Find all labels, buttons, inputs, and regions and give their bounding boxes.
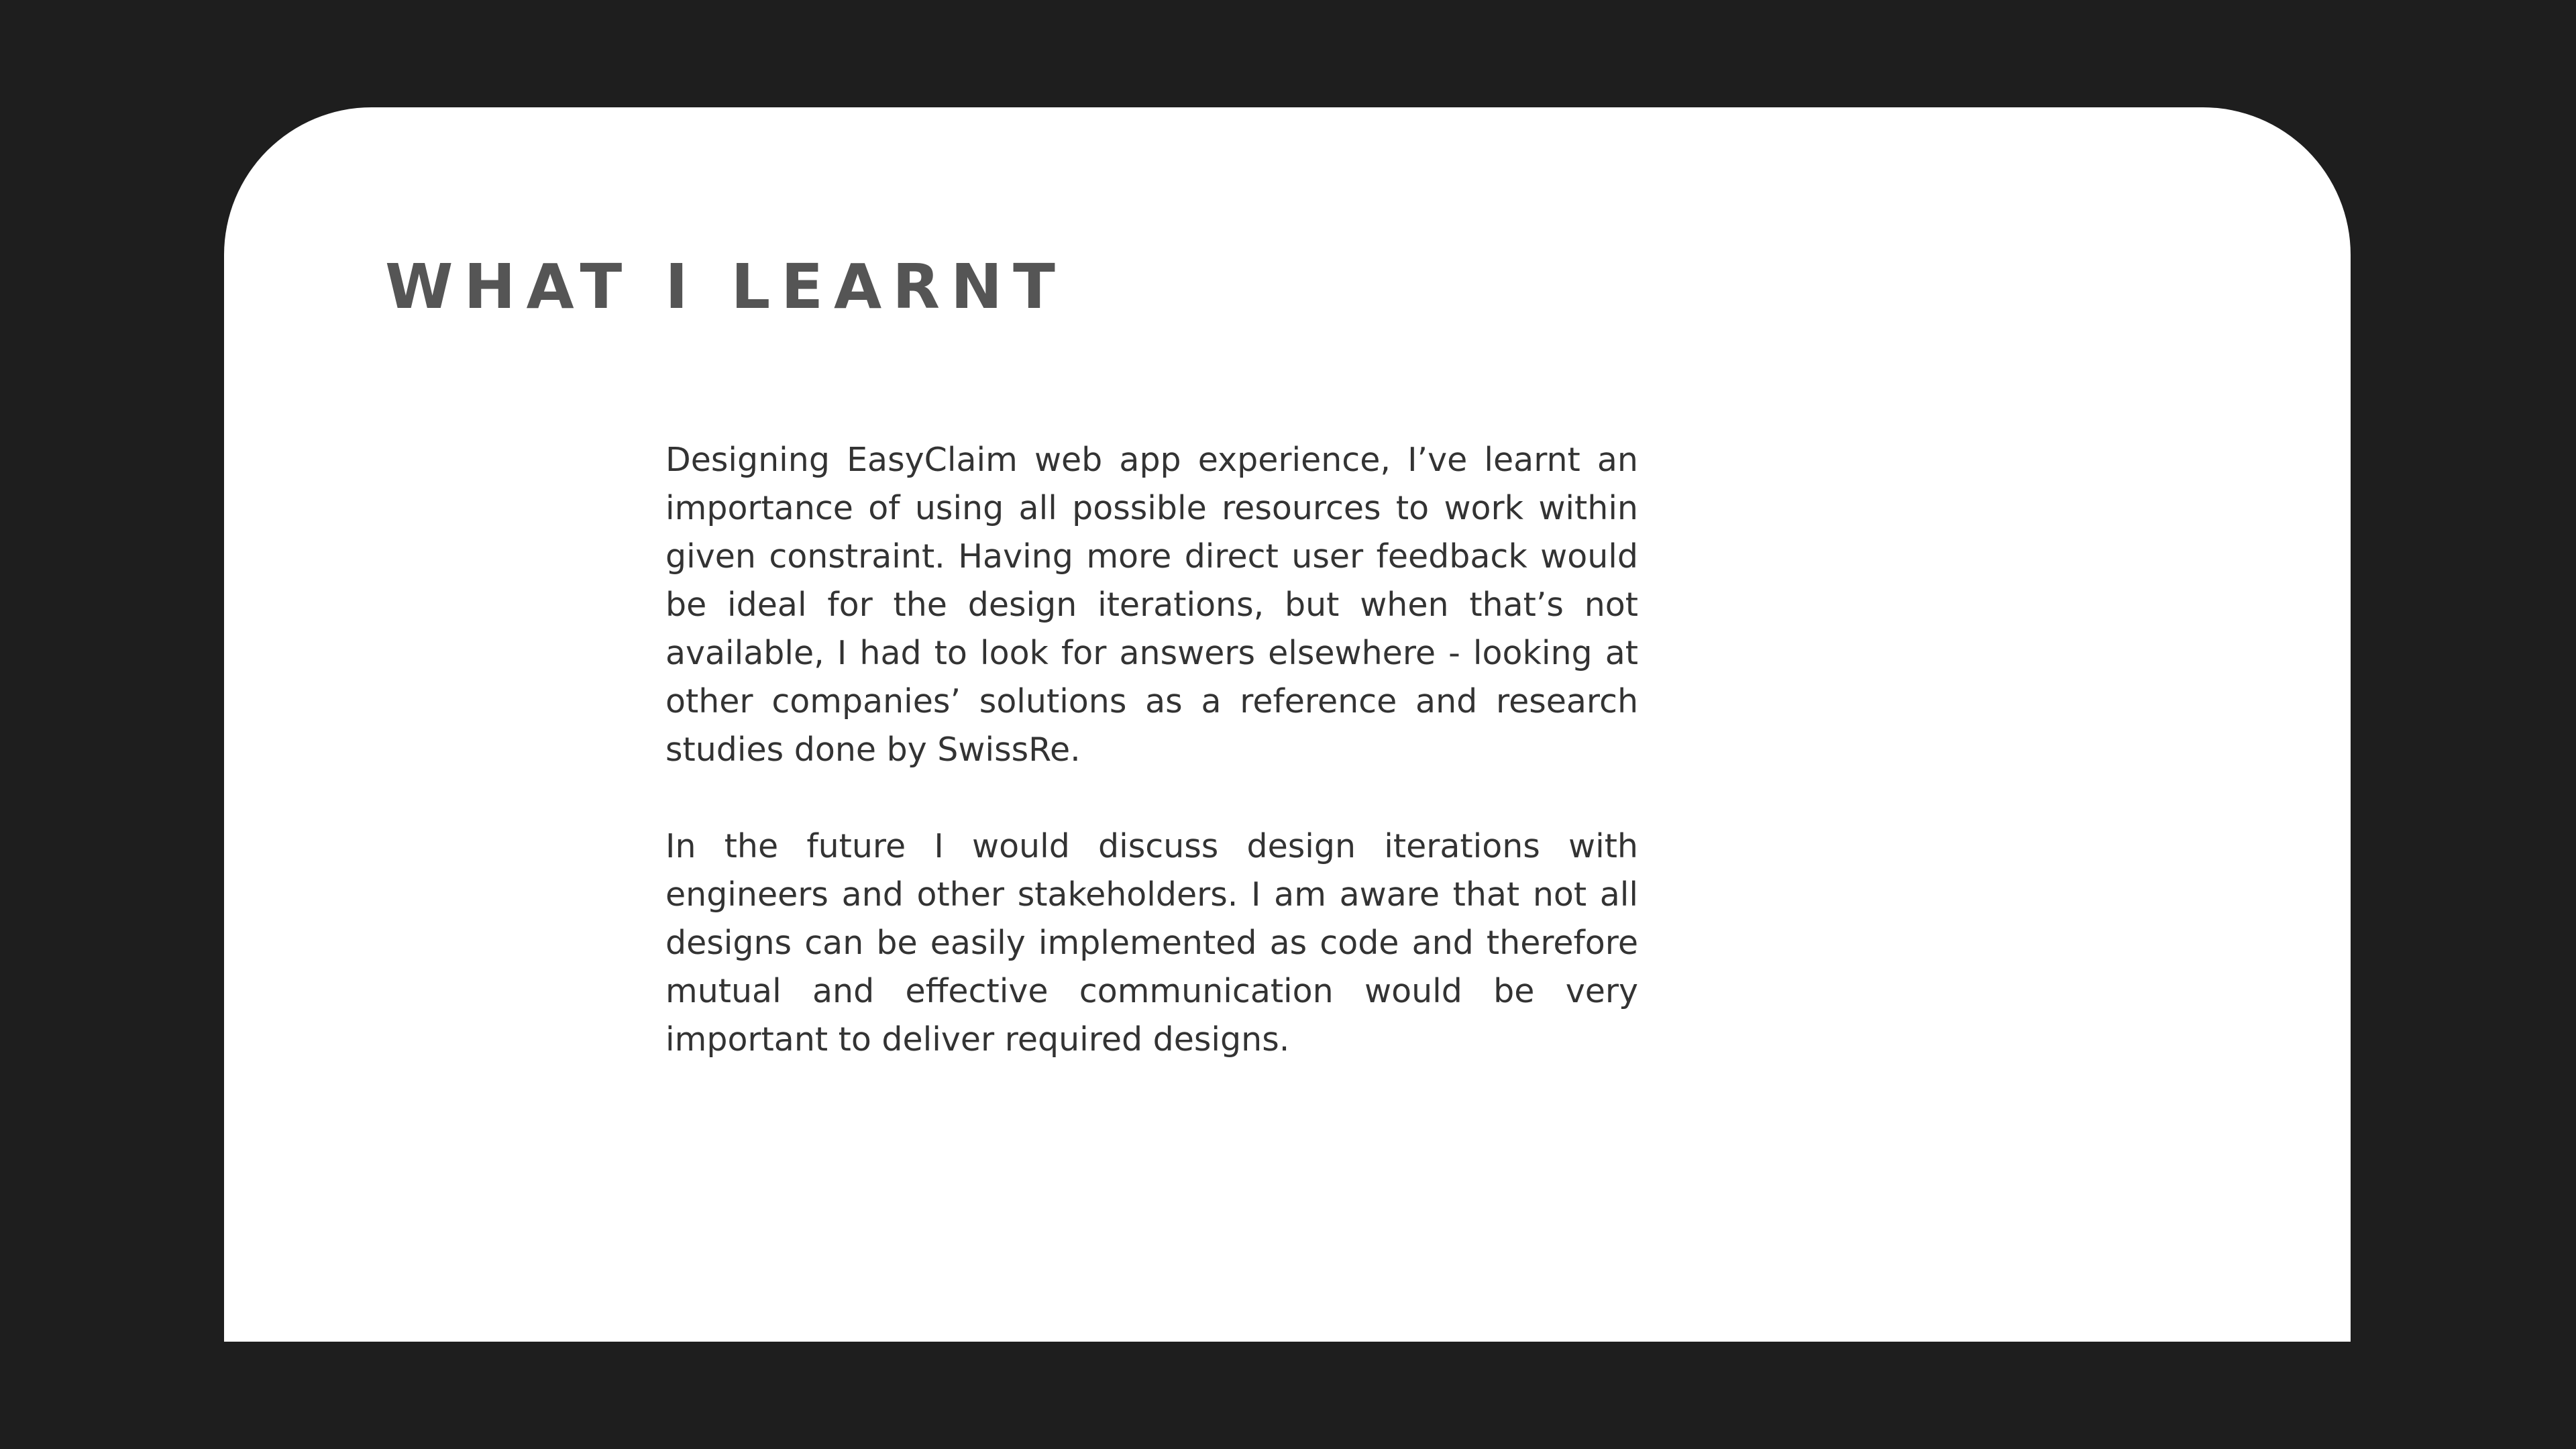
body-text-block [665,436,1638,1064]
section-title: WHAT I LEARNT [385,251,1066,323]
paragraph-future: In the future I would discuss design iterations with engineers and other stakeholders. I am aware that not all designs can be easily implemented as code and therefore mutual and effective communication would be very important to deliver required designs. [665,827,1638,1059]
paragraph-reflection: Designing EasyClaim web app experience, I’ve learnt an importance of using all possible resources to work within given constraint. Having more direct user feedback would be ideal for the design iterations, but when that’s not available, I had to look for answers elsewhere - looking at other companies’ solutions as a reference and research studies done by SwissRe. [665,441,1638,769]
content-card [224,107,2351,1342]
